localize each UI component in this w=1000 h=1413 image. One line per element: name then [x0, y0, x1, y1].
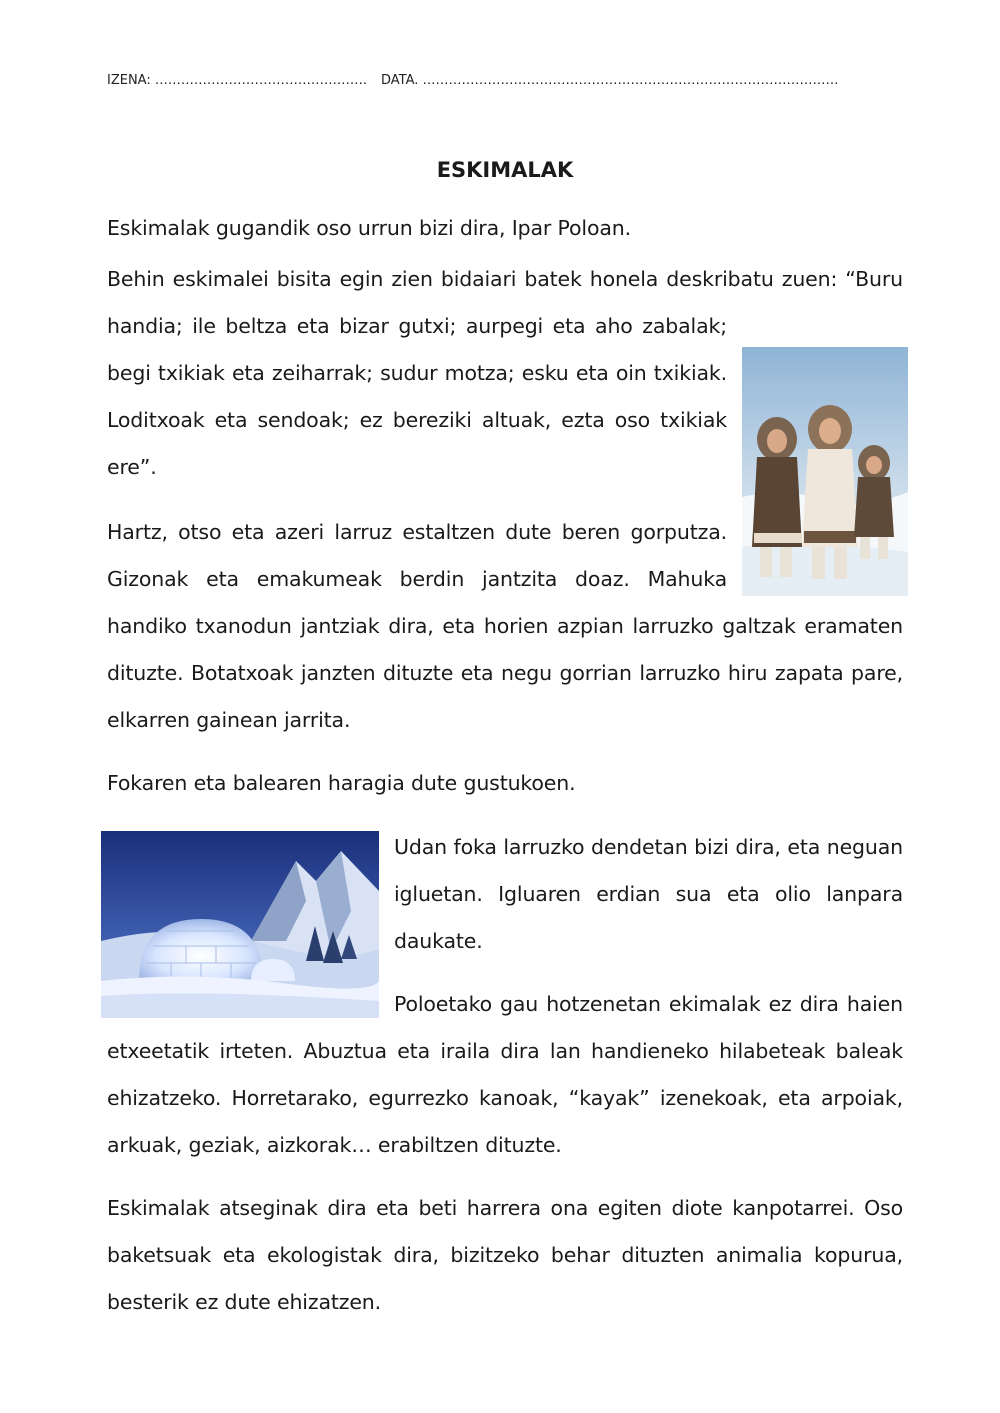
- paragraph-clothing-part1: Hartz, otso eta azeri larruz estaltzen dute beren gorputza. Gizonak eta emakumeak berdin jantzita doaz. Mahuka: [107, 520, 727, 591]
- paragraph-hunting-part2: etxeetatik irteten. Abuztua eta iraila dira lan handieneko hilabeteak baleak ehizatzeko. Horretarako, egurrezko kanoak, “kayak” izenekoak, eta arpoiak, arkuak, geziak, aizkorak… erabiltzen dituzte.: [107, 1039, 903, 1157]
- eskimo-family-photo: [742, 347, 908, 596]
- paragraph-intro: Eskimalak gugandik oso urrun bizi dira, Ipar Poloan.: [107, 216, 631, 240]
- paragraph-description: handia; ile beltza eta bizar gutxi; aurpegi eta aho zabalak; begi txikiak eta zeiharrak; sudur motza; esku eta oin txikiak. Loditxoak eta sendoak; ez bereziki altuak, ezta oso txikiak ere”.: [107, 314, 727, 479]
- page-title: ESKIMALAK: [436, 158, 574, 182]
- worksheet-header: [107, 73, 887, 88]
- paragraph-character: Eskimalak atseginak dira eta beti harrera ona egiten diote kanpotarrei. Oso baketsuak eta ekologistak dira, bizitzeko behar dituzten animalia kopurua, besterik ez dute ehizatzen.: [107, 1196, 903, 1314]
- paragraph-clothing-part2: handiko txanodun jantziak dira, eta horien azpian larruzko galtzak eramaten dituzte. Botatxoak janzten dituzte eta negu gorrian larruzko hiru zapata pare, elkarren gainean jarrita.: [107, 614, 903, 732]
- paragraph-description-line1: Behin eskimalei bisita egin zien bidaiari batek honela deskribatu zuen: “Buru: [107, 267, 903, 291]
- paragraph-housing: Udan foka larruzko dendetan bizi dira, eta neguan igluetan. Igluaren erdian sua eta olio lanpara daukate.: [394, 835, 903, 953]
- paragraph-food: Fokaren eta balearen haragia dute gustukoen.: [107, 771, 576, 795]
- igloo-snow-photo: [101, 831, 379, 1018]
- date-field-label: DATA. ……………………………………………………………………………………: [381, 73, 839, 88]
- paragraph-hunting-part1: Poloetako gau hotzenetan ekimalak ez dira haien: [394, 992, 903, 1016]
- name-field-label: IZENA: ………………………………………….: [107, 73, 367, 88]
